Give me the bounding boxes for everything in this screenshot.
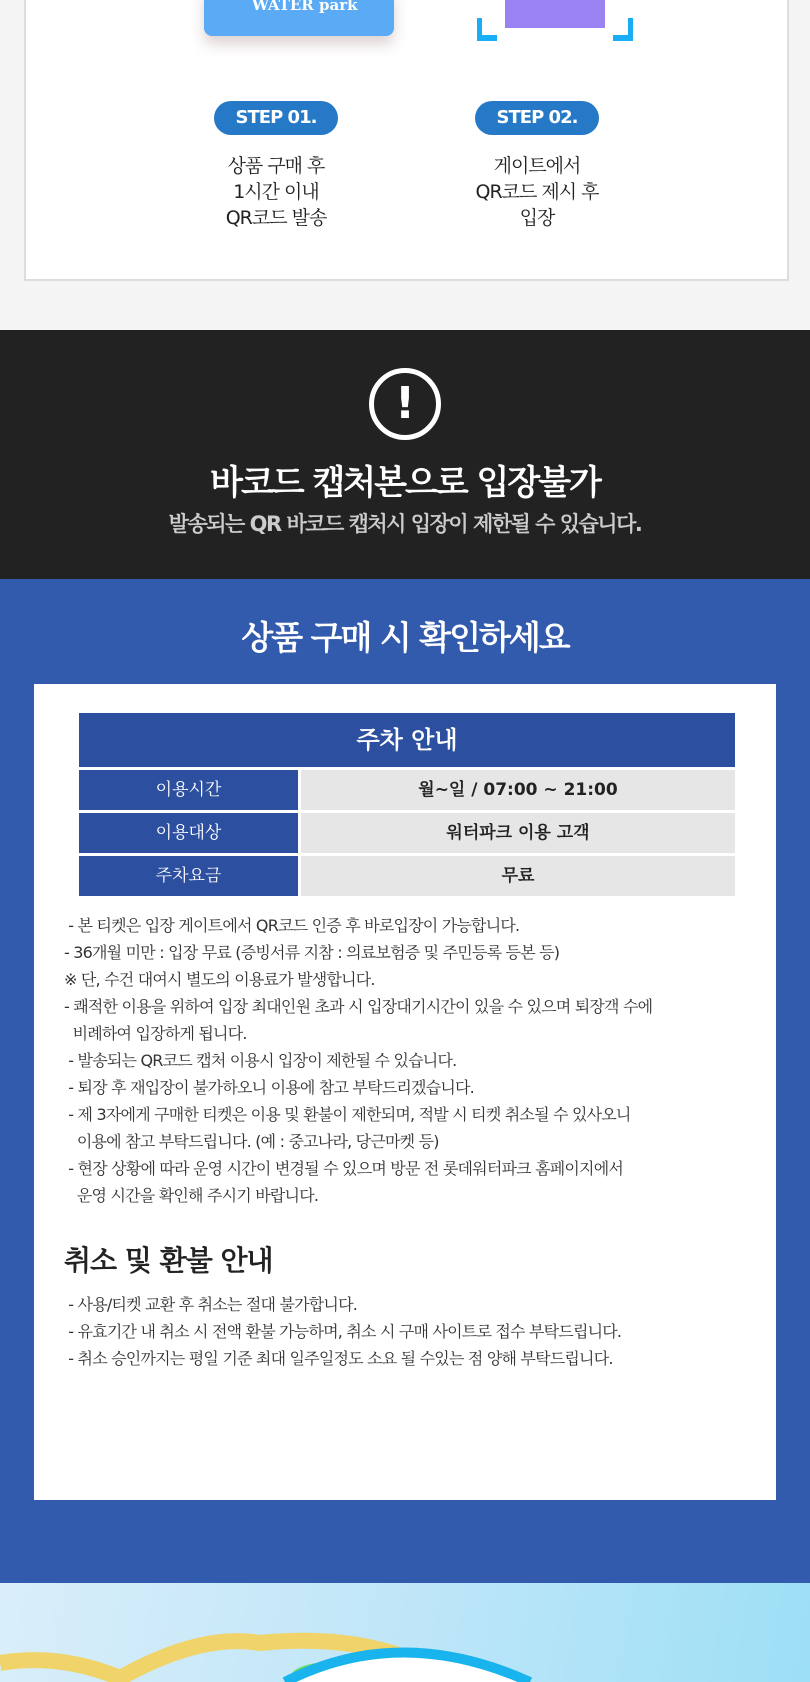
parking-table-header: 주차 안내	[79, 713, 735, 767]
note-line: - 퇴장 후 재입장이 불가하오니 이용에 참고 부탁드리겠습니다.	[64, 1078, 474, 1097]
row-label: 이용대상	[79, 813, 298, 853]
note-line: 운영 시간을 확인해 주시기 바랍니다.	[64, 1186, 319, 1205]
step-2-line: 게이트에서	[493, 155, 581, 177]
waterslide-image	[0, 1583, 810, 1682]
step-2-line: QR코드 제시 후	[475, 181, 599, 203]
note-line: ※ 단, 수건 대여시 별도의 이용료가 발생합니다.	[64, 970, 375, 989]
row-value: 워터파크 이용 고객	[301, 813, 735, 853]
warning-title: 바코드 캡처본으로 입장불가	[210, 463, 600, 503]
note-line: - 36개월 미만 : 입장 무료 (증빙서류 지참 : 의료보험증 및 주민등록 등본 등)	[64, 943, 560, 962]
note-line: 이용에 참고 부탁드립니다. (예 : 중고나라, 당근마켓 등)	[64, 1132, 439, 1151]
note-line: - 발송되는 QR코드 캡처 이용시 입장이 제한될 수 있습니다.	[64, 1051, 457, 1070]
exclamation-icon: !	[369, 368, 441, 440]
note-line: - 유효기간 내 취소 시 전액 환불 가능하며, 취소 시 구매 사이트로 접수 부탁드립니다.	[64, 1322, 622, 1341]
usage-notes	[64, 912, 746, 1209]
step-2-line: 입장	[519, 207, 555, 229]
note-line: - 취소 승인까지는 평일 기준 최대 일주일정도 소요 될 수있는 점 양해 부탁드립니다.	[64, 1349, 613, 1368]
row-value: 무료	[301, 856, 735, 896]
steps-card	[24, 0, 789, 281]
warning-subtitle: 발송되는 QR 바코드 캡처시 입장이 제한될 수 있습니다.	[168, 512, 642, 536]
step-1-line: QR코드 발송	[225, 207, 327, 229]
row-label: 이용시간	[79, 770, 298, 810]
table-row	[79, 856, 735, 896]
note-line: - 제 3자에게 구매한 티켓은 이용 및 환불이 제한되며, 적발 시 티켓 취소될 수 있사오니	[64, 1105, 631, 1124]
row-value: 월~일 / 07:00 ~ 21:00	[301, 770, 735, 810]
note-line: - 현장 상황에 따라 운영 시간이 변경될 수 있으며 방문 전 롯데워터파크 홈페이지에서	[64, 1159, 624, 1178]
step-1-line: 상품 구매 후	[227, 155, 325, 177]
notice-title: 상품 구매 시 확인하세요	[241, 618, 569, 657]
purchase-notice-section	[0, 579, 810, 1583]
waterpark-logo-text: WATER park	[252, 0, 358, 14]
waterpark-ticket-image	[204, 0, 394, 36]
waterpark-photo	[0, 1583, 810, 1682]
note-line: 비례하여 입장하게 됩니다.	[64, 1024, 247, 1043]
step-2-badge: STEP 02.	[475, 101, 599, 135]
note-line: - 사용/티켓 교환 후 취소는 절대 불가합니다.	[64, 1295, 358, 1314]
note-line: - 본 티켓은 입장 게이트에서 QR코드 인증 후 바로입장이 가능합니다.	[64, 916, 520, 935]
parking-table	[79, 713, 735, 896]
step-1-badge: STEP 01.	[214, 101, 338, 135]
step-2-text	[437, 153, 637, 231]
table-row	[79, 770, 735, 810]
step-1-line: 1시간 이내	[233, 181, 319, 203]
table-row	[79, 813, 735, 853]
steps-section	[0, 0, 810, 330]
row-label: 주차요금	[79, 856, 298, 896]
note-line: - 쾌적한 이용을 위하여 입장 최대인원 초과 시 입장대기시간이 있을 수 있으며 퇴장객 수에	[64, 997, 653, 1016]
qr-scan-icon	[477, 0, 633, 41]
notice-card	[34, 684, 776, 1500]
cancel-notes	[64, 1291, 746, 1372]
capture-warning-section	[0, 330, 810, 579]
step-1-text	[176, 153, 376, 231]
cancel-refund-title: 취소 및 환불 안내	[64, 1244, 273, 1277]
